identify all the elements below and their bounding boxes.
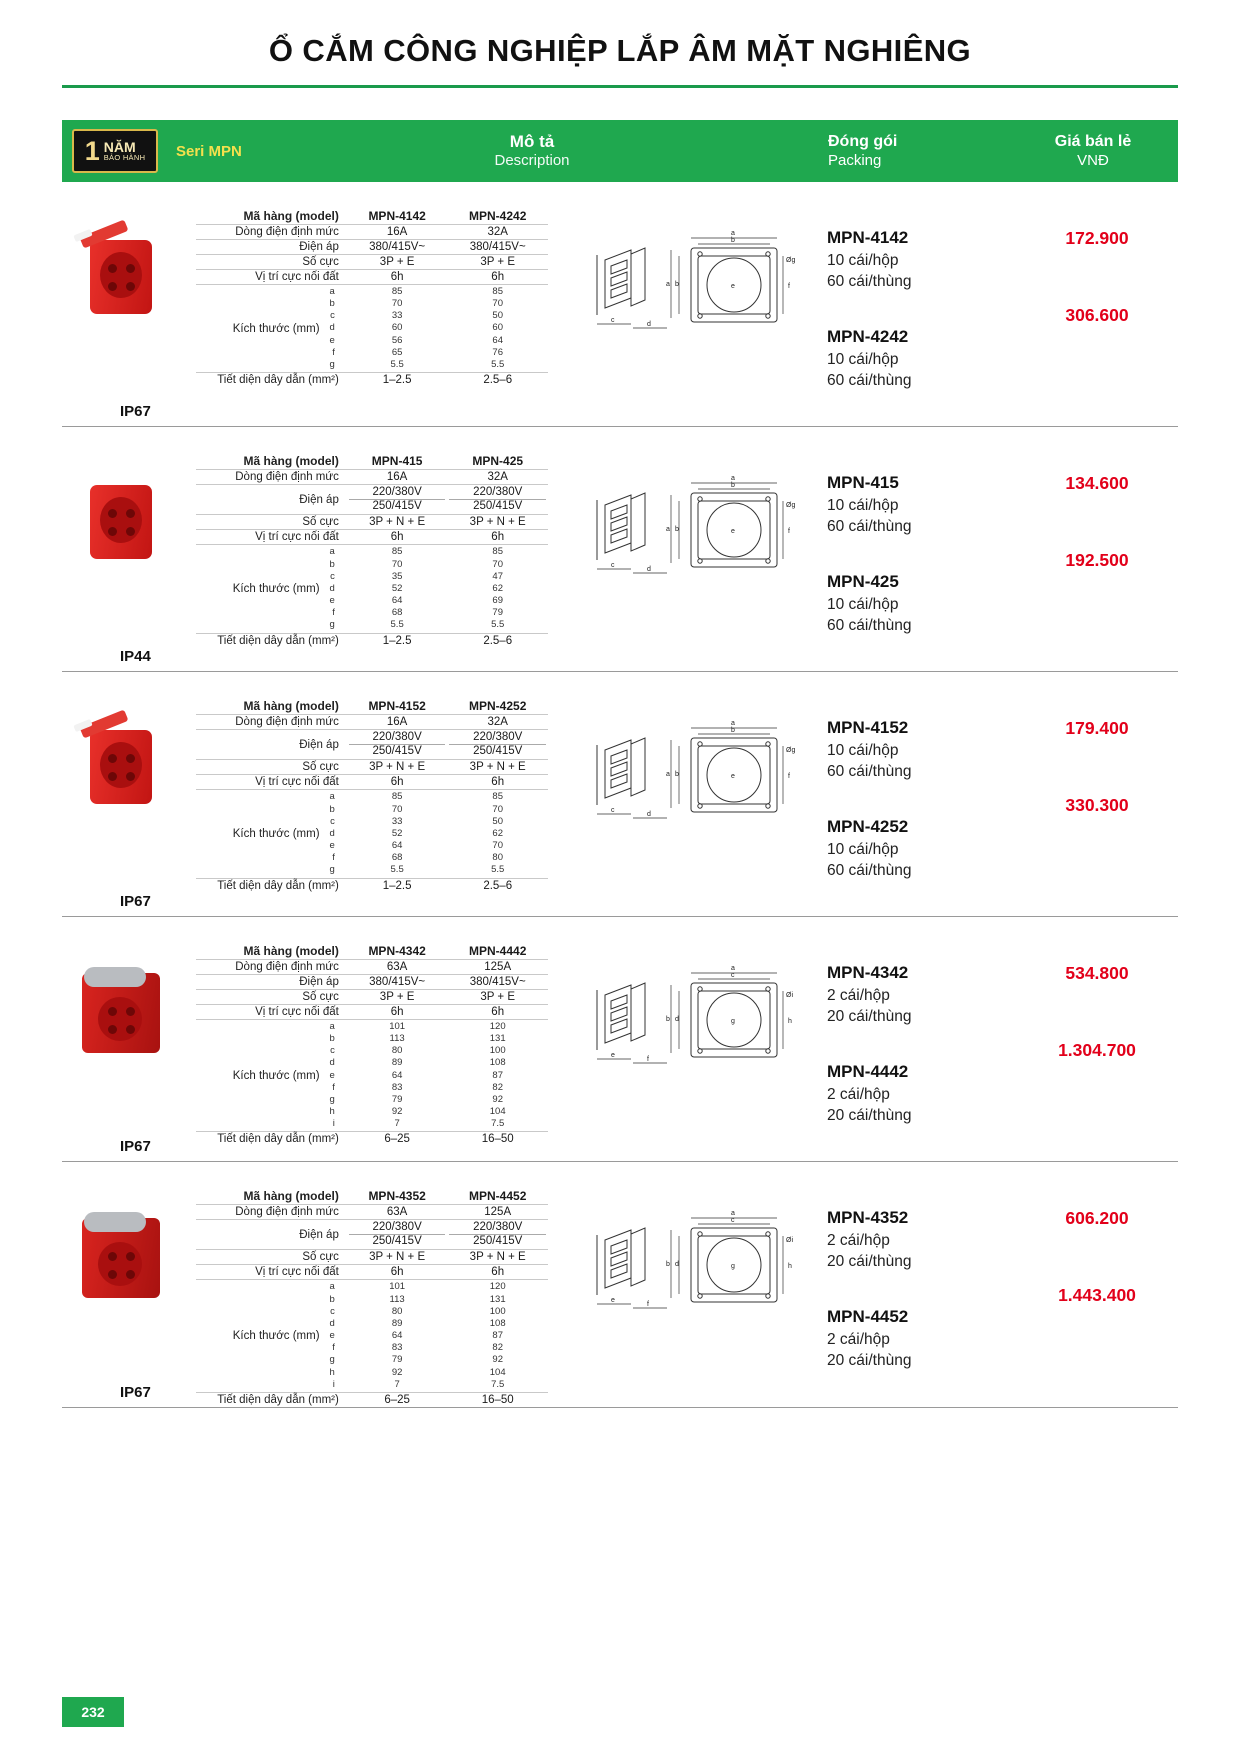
packing-per-box: 2 cái/hộp: [827, 1330, 890, 1348]
product-image-cell: [62, 427, 182, 671]
spec-earth-1: 6h: [347, 530, 448, 545]
spec-current-2: 32A: [447, 225, 548, 240]
spec-earth-1: 6h: [347, 775, 448, 790]
packing-per-box: 2 cái/hộp: [827, 1085, 890, 1103]
spec-current-1: 63A: [347, 960, 448, 975]
spec-label-dimensions: Kích thước (mm) a b c d e f g h i: [196, 1020, 347, 1132]
spec-poles-1: 3P + E: [347, 990, 448, 1005]
spec-label-model: Mã hàng (model): [196, 698, 347, 715]
svg-text:a: a: [731, 720, 735, 727]
spec-table: Mã hàng (model) MPN-4352 MPN-4452 Dòng điện định mức 63A 125A Điện áp 220/380V 250/415V 220/380V 250/415V Số cực 3P + N + E 3P + N + E Vị trí cực nối đất 6h 6h Kích thước (mm) a b c d e f g h i 101 113 80 89 64 83 79 92 7 120 131 100 108 87 82 92 104 7.5 Tiết diện dây dẫn (mm²) 6–25 16–50: [196, 1188, 548, 1407]
packing-per-carton: 20 cái/thùng: [827, 1007, 912, 1025]
spec-label-earth: Vị trí cực nối đất: [196, 775, 347, 790]
spec-poles-2: 3P + N + E: [447, 1250, 548, 1265]
product-spec-cell: [182, 1162, 567, 1407]
price-block: [1017, 795, 1177, 838]
dimension-values-2: 85 70 50 60 64 76 5.5: [447, 285, 548, 373]
packing-block: [827, 228, 1017, 293]
packing-per-box: 10 cái/hộp: [827, 742, 899, 759]
svg-text:e: e: [611, 1052, 615, 1059]
spec-label-voltage: Điện áp: [196, 975, 347, 990]
packing-model: MPN-4242: [827, 326, 909, 346]
spec-label-voltage: Điện áp: [196, 1220, 347, 1250]
product-drawing-cell: [567, 672, 827, 916]
price-value: 306.600: [1065, 305, 1129, 325]
packing-block: [827, 473, 1017, 538]
price-value: 606.200: [1065, 1208, 1129, 1228]
spec-label-current: Dòng điện định mức: [196, 225, 347, 240]
spec-label-earth: Vị trí cực nối đất: [196, 1005, 347, 1020]
spec-label-wire: Tiết diện dây dẫn (mm²): [217, 879, 339, 892]
packing-per-box: 2 cái/hộp: [827, 987, 890, 1004]
spec-model-2: MPN-4442: [447, 943, 548, 960]
technical-drawing: [567, 710, 817, 830]
spec-label-wire: Tiết diện dây dẫn (mm²): [217, 374, 339, 387]
technical-drawing: [567, 1200, 817, 1320]
series-label: Seri MPN: [176, 142, 242, 160]
spec-wire-2: 2.5–6: [483, 879, 513, 892]
warranty-label-year: NĂM: [103, 138, 136, 155]
packing-model: MPN-4142: [827, 228, 909, 247]
svg-text:a: a: [731, 475, 735, 482]
packing-model: MPN-4352: [827, 1208, 909, 1227]
technical-drawing: [567, 955, 817, 1075]
product-price-cell: [1017, 1162, 1177, 1407]
svg-text:g: g: [731, 1018, 735, 1025]
packing-block: [827, 718, 1017, 783]
dimension-letters: a b c d e f g: [329, 286, 335, 370]
spec-model-1: MPN-4142: [347, 208, 448, 225]
svg-text:f: f: [788, 528, 790, 535]
svg-text:f: f: [647, 1056, 649, 1063]
ip-rating: IP44: [120, 648, 151, 665]
packing-block: [827, 1062, 1017, 1127]
spec-label-earth: Vị trí cực nối đất: [196, 1265, 347, 1280]
spec-label-poles: Số cực: [196, 760, 347, 775]
price-block: [1017, 228, 1177, 271]
spec-label-wire: Tiết diện dây dẫn (mm²): [217, 1133, 339, 1146]
spec-wire-2: 2.5–6: [483, 634, 513, 647]
product-packing-cell: [827, 1162, 1017, 1407]
product-image-cell: [62, 1162, 182, 1407]
svg-text:b: b: [675, 281, 679, 288]
spec-label-current: Dòng điện định mức: [196, 1205, 347, 1220]
price-value: 134.600: [1065, 473, 1129, 493]
packing-per-carton: 20 cái/thùng: [827, 1252, 912, 1270]
page-number: 232: [62, 1697, 124, 1727]
spec-label-poles: Số cực: [196, 990, 347, 1005]
packing-per-box: 10 cái/hộp: [827, 350, 899, 368]
warranty-label-sub: BẢO HÀNH: [103, 153, 146, 163]
svg-text:b: b: [666, 1016, 670, 1023]
spec-wire-1: 1–2.5: [382, 879, 412, 892]
dimension-values-2: 85 70 47 62 69 79 5.5: [447, 545, 548, 633]
ip-rating: IP67: [120, 1138, 151, 1155]
spec-label-wire: Tiết diện dây dẫn (mm²): [217, 634, 339, 647]
svg-text:a: a: [731, 1210, 735, 1217]
svg-text:Øg: Øg: [786, 747, 796, 754]
spec-model-2: MPN-4452: [447, 1188, 548, 1205]
packing-per-carton: 60 cái/thùng: [827, 861, 912, 879]
spec-current-2: 125A: [447, 1205, 548, 1220]
packing-per-carton: 60 cái/thùng: [827, 616, 912, 634]
price-value: 534.800: [1065, 963, 1129, 983]
svg-text:e: e: [731, 773, 735, 780]
header-description-en: Description: [494, 152, 570, 170]
spec-label-current: Dòng điện định mức: [196, 715, 347, 730]
svg-text:f: f: [788, 773, 790, 780]
spec-table: Mã hàng (model) MPN-415 MPN-425 Dòng điện định mức 16A 32A Điện áp 220/380V 250/415V 220/380V 250/415V Số cực 3P + N + E 3P + N + E Vị trí cực nối đất 6h 6h Kích thước (mm) a b c d e f g 85 70 35 52 64 68 5.5 85 70 47 62 69 79 5.5 Tiết diện dây dẫn (mm²) 1–2.5 2.5–6: [196, 453, 548, 648]
spec-model-2: MPN-4252: [447, 698, 548, 715]
product-drawing-cell: [567, 427, 827, 671]
price-block: [1017, 473, 1177, 516]
spec-earth-2: 6h: [447, 530, 548, 545]
price-block: [1017, 305, 1177, 348]
price-value: 1.304.700: [1058, 1040, 1136, 1060]
packing-model: MPN-4152: [827, 718, 909, 737]
page-title: Ổ CẮM CÔNG NGHIỆP LẮP ÂM MẶT NGHIÊNG: [268, 33, 972, 68]
packing-per-carton: 60 cái/thùng: [827, 371, 912, 389]
spec-current-2: 32A: [447, 715, 548, 730]
product-photo: [72, 467, 172, 577]
packing-model: MPN-4442: [827, 1061, 909, 1081]
ip-rating: IP67: [120, 893, 151, 910]
title-divider: [62, 85, 1178, 88]
ip-rating: IP67: [120, 403, 151, 420]
packing-per-box: 10 cái/hộp: [827, 497, 899, 514]
spec-model-1: MPN-4152: [347, 698, 448, 715]
product-spec-cell: [182, 672, 567, 916]
spec-poles-1: 3P + E: [347, 255, 448, 270]
price-value: 192.500: [1065, 550, 1129, 570]
spec-current-1: 63A: [347, 1205, 448, 1220]
table-header: [62, 120, 1178, 182]
svg-text:g: g: [731, 1263, 735, 1270]
price-block: [1017, 550, 1177, 593]
spec-wire-1: 1–2.5: [382, 634, 412, 647]
svg-text:c: c: [611, 317, 615, 324]
dimension-letters: a b c d e f g h i: [329, 1281, 335, 1390]
product-photo: [72, 957, 172, 1067]
dimension-values-1: 85 70 35 52 64 68 5.5: [347, 545, 448, 633]
dimension-letters: a b c d e f g: [329, 791, 335, 876]
spec-table: Mã hàng (model) MPN-4152 MPN-4252 Dòng điện định mức 16A 32A Điện áp 220/380V 250/415V 220/380V 250/415V Số cực 3P + N + E 3P + N + E Vị trí cực nối đất 6h 6h Kích thước (mm) a b c d e f g 85 70 33 52 64 68 5.5 85 70 50 62 70 80 5.5 Tiết diện dây dẫn (mm²) 1–2.5 2.5–6: [196, 698, 548, 893]
spec-earth-2: 6h: [447, 1265, 548, 1280]
svg-text:a: a: [666, 281, 670, 288]
spec-label-poles: Số cực: [196, 1250, 347, 1265]
svg-text:d: d: [675, 1016, 679, 1023]
product-row: [62, 1162, 1178, 1408]
spec-poles-1: 3P + N + E: [347, 515, 448, 530]
spec-model-1: MPN-4352: [347, 1188, 448, 1205]
packing-per-carton: 60 cái/thùng: [827, 517, 912, 535]
spec-label-dimensions: Kích thước (mm) a b c d e f g h i: [196, 1280, 347, 1392]
spec-label-voltage: Điện áp: [196, 485, 347, 515]
spec-label-wire: Tiết diện dây dẫn (mm²): [217, 1393, 339, 1406]
dimension-values-1: 101 113 80 89 64 83 79 92 7: [347, 1020, 448, 1132]
packing-block: [827, 572, 1017, 637]
warranty-number: 1: [84, 135, 100, 166]
product-packing-cell: [827, 917, 1017, 1161]
spec-label-model: Mã hàng (model): [196, 208, 347, 225]
spec-table: Mã hàng (model) MPN-4342 MPN-4442 Dòng điện định mức 63A 125A Điện áp 380/415V~ 380/415V~ Số cực 3P + E 3P + E Vị trí cực nối đất 6h 6h Kích thước (mm) a b c d e f g h i 101 113 80 89 64 83 79 92 7 120 131 100 108 87 82 92 104 7.5 Tiết diện dây dẫn (mm²) 6–25 16–50: [196, 943, 548, 1146]
spec-wire-2: 16–50: [481, 1393, 514, 1406]
product-row: [62, 427, 1178, 672]
spec-label-dimensions: Kích thước (mm) a b c d e f g: [196, 545, 347, 633]
product-drawing-cell: [567, 917, 827, 1161]
spec-earth-1: 6h: [347, 1005, 448, 1020]
spec-wire-2: 2.5–6: [483, 374, 513, 387]
svg-text:c: c: [731, 1217, 735, 1224]
spec-current-2: 125A: [447, 960, 548, 975]
packing-model: MPN-4252: [827, 816, 909, 836]
packing-model: MPN-4452: [827, 1306, 909, 1326]
spec-earth-2: 6h: [447, 270, 548, 285]
product-packing-cell: [827, 182, 1017, 426]
price-value: 1.443.400: [1058, 1285, 1136, 1305]
product-photo: [72, 712, 172, 822]
svg-text:f: f: [788, 283, 790, 290]
product-spec-cell: [182, 182, 567, 426]
product-price-cell: [1017, 917, 1177, 1161]
spec-label-dimensions: Kích thước (mm) a b c d e f g: [196, 790, 347, 878]
dimension-values-2: 85 70 50 62 70 80 5.5: [447, 790, 548, 878]
spec-earth-2: 6h: [447, 1005, 548, 1020]
svg-text:Øi: Øi: [786, 992, 793, 999]
price-block: [1017, 718, 1177, 761]
product-price-cell: [1017, 427, 1177, 671]
product-packing-cell: [827, 427, 1017, 671]
dimension-values-1: 85 70 33 52 64 68 5.5: [347, 790, 448, 878]
svg-text:d: d: [675, 1261, 679, 1268]
spec-label-model: Mã hàng (model): [196, 943, 347, 960]
spec-model-2: MPN-425: [447, 453, 548, 470]
packing-block: [827, 817, 1017, 882]
product-spec-cell: [182, 427, 567, 671]
spec-label-model: Mã hàng (model): [196, 453, 347, 470]
dimension-letters: a b c d e f g: [329, 546, 335, 631]
spec-poles-2: 3P + N + E: [447, 760, 548, 775]
spec-poles-2: 3P + E: [447, 255, 548, 270]
spec-current-1: 16A: [347, 715, 448, 730]
spec-earth-1: 6h: [347, 270, 448, 285]
svg-text:a: a: [666, 771, 670, 778]
dimension-values-2: 120 131 100 108 87 82 92 104 7.5: [447, 1280, 548, 1392]
spec-wire-1: 6–25: [384, 1393, 410, 1406]
spec-model-1: MPN-4342: [347, 943, 448, 960]
svg-text:f: f: [647, 1301, 649, 1308]
svg-text:b: b: [675, 771, 679, 778]
product-image-cell: [62, 672, 182, 916]
spec-wire-1: 6–25: [384, 1133, 410, 1146]
svg-text:b: b: [666, 1261, 670, 1268]
technical-drawing: [567, 465, 817, 585]
svg-text:b: b: [731, 482, 735, 489]
spec-label-dimensions: Kích thước (mm) a b c d e f g: [196, 285, 347, 373]
product-price-cell: [1017, 182, 1177, 426]
svg-text:b: b: [731, 727, 735, 734]
spec-label-poles: Số cực: [196, 515, 347, 530]
price-block: [1017, 1040, 1177, 1083]
header-price-en: VNĐ: [1077, 151, 1109, 169]
product-packing-cell: [827, 672, 1017, 916]
spec-label-model: Mã hàng (model): [196, 1188, 347, 1205]
packing-per-carton: 60 cái/thùng: [827, 762, 912, 780]
product-image-cell: [62, 917, 182, 1161]
product-image-cell: [62, 182, 182, 426]
dimension-values-1: 101 113 80 89 64 83 79 92 7: [347, 1280, 448, 1392]
spec-poles-2: 3P + N + E: [447, 515, 548, 530]
product-row: [62, 182, 1178, 427]
price-value: 330.300: [1065, 795, 1129, 815]
svg-text:d: d: [647, 566, 651, 573]
svg-text:a: a: [731, 965, 735, 972]
header-description-vi: Mô tả: [509, 132, 555, 151]
packing-model: MPN-4342: [827, 963, 909, 982]
svg-text:b: b: [731, 237, 735, 244]
dimension-values-1: 85 70 33 60 56 65 5.5: [347, 285, 448, 373]
spec-poles-1: 3P + N + E: [347, 1250, 448, 1265]
header-packing-vi: Đóng gói: [828, 132, 898, 150]
spec-poles-2: 3P + E: [447, 990, 548, 1005]
svg-text:Øg: Øg: [786, 257, 796, 264]
svg-text:a: a: [731, 230, 735, 237]
spec-label-voltage: Điện áp: [196, 730, 347, 760]
packing-block: [827, 1208, 1017, 1273]
spec-wire-1: 1–2.5: [382, 374, 412, 387]
dimension-letters: a b c d e f g h i: [329, 1021, 335, 1130]
packing-block: [827, 963, 1017, 1028]
spec-earth-2: 6h: [447, 775, 548, 790]
product-photo: [72, 222, 172, 332]
svg-text:h: h: [788, 1018, 792, 1025]
technical-drawing: [567, 220, 817, 340]
packing-per-carton: 20 cái/thùng: [827, 1106, 912, 1124]
spec-label-earth: Vị trí cực nối đất: [196, 530, 347, 545]
packing-block: [827, 327, 1017, 392]
packing-per-box: 10 cái/hộp: [827, 595, 899, 613]
product-drawing-cell: [567, 1162, 827, 1407]
spec-poles-1: 3P + N + E: [347, 760, 448, 775]
spec-label-current: Dòng điện định mức: [196, 470, 347, 485]
svg-text:h: h: [788, 1263, 792, 1270]
spec-label-current: Dòng điện định mức: [196, 960, 347, 975]
spec-table: Mã hàng (model) MPN-4142 MPN-4242 Dòng điện định mức 16A 32A Điện áp 380/415V~ 380/415V~ Số cực 3P + E 3P + E Vị trí cực nối đất 6h 6h Kích thước (mm) a b c d e f g 85 70 33 60 56 65 5.5 85 70 50 60 64 76 5.5 Tiết diện dây dẫn (mm²) 1–2.5 2.5–6: [196, 208, 548, 387]
product-price-cell: [1017, 672, 1177, 916]
product-photo: [72, 1202, 172, 1312]
packing-model: MPN-425: [827, 571, 899, 591]
packing-block: [827, 1307, 1017, 1372]
price-block: [1017, 963, 1177, 1006]
product-row: [62, 672, 1178, 917]
spec-current-1: 16A: [347, 470, 448, 485]
ip-rating: IP67: [120, 1383, 151, 1401]
price-value: 172.900: [1065, 228, 1129, 248]
spec-label-earth: Vị trí cực nối đất: [196, 270, 347, 285]
product-drawing-cell: [567, 182, 827, 426]
spec-model-2: MPN-4242: [447, 208, 548, 225]
header-price-vi: Giá bán lẻ: [1054, 132, 1132, 150]
warranty-badge: [72, 129, 158, 173]
packing-per-box: 10 cái/hộp: [827, 840, 899, 858]
packing-model: MPN-415: [827, 473, 899, 492]
svg-text:c: c: [611, 807, 615, 814]
packing-per-carton: 60 cái/thùng: [827, 272, 912, 290]
svg-text:e: e: [611, 1297, 615, 1304]
svg-text:e: e: [731, 528, 735, 535]
svg-text:c: c: [731, 972, 735, 979]
packing-per-box: 10 cái/hộp: [827, 252, 899, 269]
product-row: [62, 917, 1178, 1162]
spec-earth-1: 6h: [347, 1265, 448, 1280]
svg-text:Øg: Øg: [786, 502, 796, 509]
svg-text:d: d: [647, 321, 651, 328]
product-rows: [62, 182, 1178, 1408]
product-spec-cell: [182, 917, 567, 1161]
svg-text:d: d: [647, 811, 651, 818]
spec-current-1: 16A: [347, 225, 448, 240]
svg-text:a: a: [666, 526, 670, 533]
header-packing-en: Packing: [828, 151, 882, 169]
spec-wire-2: 16–50: [481, 1133, 514, 1146]
packing-per-carton: 20 cái/thùng: [827, 1351, 912, 1369]
spec-label-poles: Số cực: [196, 255, 347, 270]
dimension-values-2: 120 131 100 108 87 82 92 104 7.5: [447, 1020, 548, 1132]
spec-current-2: 32A: [447, 470, 548, 485]
price-value: 179.400: [1065, 718, 1129, 738]
packing-per-box: 2 cái/hộp: [827, 1232, 890, 1249]
price-block: [1017, 1208, 1177, 1251]
spec-model-1: MPN-415: [347, 453, 448, 470]
svg-text:c: c: [611, 562, 615, 569]
svg-text:b: b: [675, 526, 679, 533]
svg-text:Øi: Øi: [786, 1237, 793, 1244]
svg-text:e: e: [731, 283, 735, 290]
spec-label-voltage: Điện áp: [196, 240, 347, 255]
price-block: [1017, 1285, 1177, 1328]
